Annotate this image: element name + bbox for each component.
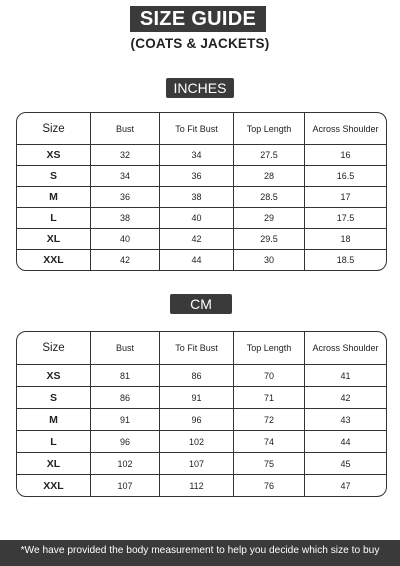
table-cell: 102 [91,453,160,475]
table-cell: 96 [160,409,234,431]
table-cell: 107 [160,453,234,475]
table-cell: 102 [160,431,234,453]
table-cell: 40 [160,208,234,229]
table-cell: 112 [160,475,234,496]
table-cell: 36 [160,166,234,187]
column-header: Size [17,332,91,365]
table-header-row [17,332,386,365]
table-cell: 36 [91,187,160,208]
size-cell: XXL [17,250,91,270]
table-cell: 86 [160,365,234,387]
table-row [17,431,386,453]
table-row [17,229,386,250]
table-cell: 86 [91,387,160,409]
table-header-row [17,113,386,145]
table-row [17,187,386,208]
size-cell: XS [17,145,91,166]
table-cell: 18.5 [336,255,355,265]
table-cell: 16 [305,145,386,166]
table-cell: 34 [91,166,160,187]
column-header: Bust [91,332,160,365]
size-cell: XXL [17,475,91,496]
table-cell: 17.5 [305,208,386,229]
size-cell: S [17,166,91,187]
inches-size-table [16,112,387,271]
column-header: Across Shoulder [305,332,386,365]
table-row [17,409,386,431]
table-cell: 38 [91,208,160,229]
column-header: Top Length [234,332,305,365]
column-header: To Fit Bust [160,113,234,145]
cm-section-label: CM [170,294,232,314]
table-row [17,250,386,270]
column-header: Size [17,113,91,145]
table-row [17,453,386,475]
table-cell: 91 [91,409,160,431]
size-cell: M [17,409,91,431]
page-title: SIZE GUIDE [130,6,266,32]
table-cell: 42 [160,229,234,250]
table-row [17,208,386,229]
table-cell: 18 [305,229,386,250]
table-cell: 28 [234,166,305,187]
column-header: Top Length [234,113,305,145]
table-cell: 44 [160,250,234,270]
table-cell: 96 [91,431,160,453]
table-cell: 107 [91,475,160,496]
table-cell: 29.5 [234,229,305,250]
table-cell: 71 [234,387,305,409]
table-cell: 81 [91,365,160,387]
table-cell: 43 [305,409,386,431]
size-cell: XS [17,365,91,387]
table-row [17,145,386,166]
table-cell: 28.5 [234,187,305,208]
table-cell: 45 [305,453,386,475]
table-cell: 40 [91,229,160,250]
table-cell: 38 [160,187,234,208]
cm-size-table [16,331,387,497]
size-cell: M [17,187,91,208]
table-cell: 41 [305,365,386,387]
table-cell: 72 [234,409,305,431]
table-cell: 32 [91,145,160,166]
table-cell: 76 [234,475,305,496]
table-row [17,365,386,387]
table-row [17,387,386,409]
table-cell: 44 [305,431,386,453]
table-cell: 91 [160,387,234,409]
table-cell: 17 [305,187,386,208]
table-cell: 70 [234,365,305,387]
table-row [17,475,386,496]
inches-section-label: INCHES [166,78,234,98]
table-row [17,166,386,187]
column-header: Across Shoulder [305,113,386,145]
size-cell: L [17,431,91,453]
table-cell: 16.5 [305,166,386,187]
size-cell: XL [17,229,91,250]
table-cell: 29 [234,208,305,229]
table-cell: 27.5 [234,145,305,166]
table-cell: 75 [234,453,305,475]
column-header: To Fit Bust [160,332,234,365]
table-cell: 42 [305,387,386,409]
size-cell: XL [17,453,91,475]
table-cell: 34 [160,145,234,166]
table-cell: 30 [234,250,305,270]
footer-note: *We have provided the body measurement to help you decide which size to buy [0,540,400,566]
size-cell: L [17,208,91,229]
table-cell: 42 [91,250,160,270]
table-cell: 47 [340,480,351,491]
size-cell: S [17,387,91,409]
table-cell: 74 [234,431,305,453]
column-header: Bust [91,113,160,145]
page-subtitle: (COATS & JACKETS) [130,36,270,51]
